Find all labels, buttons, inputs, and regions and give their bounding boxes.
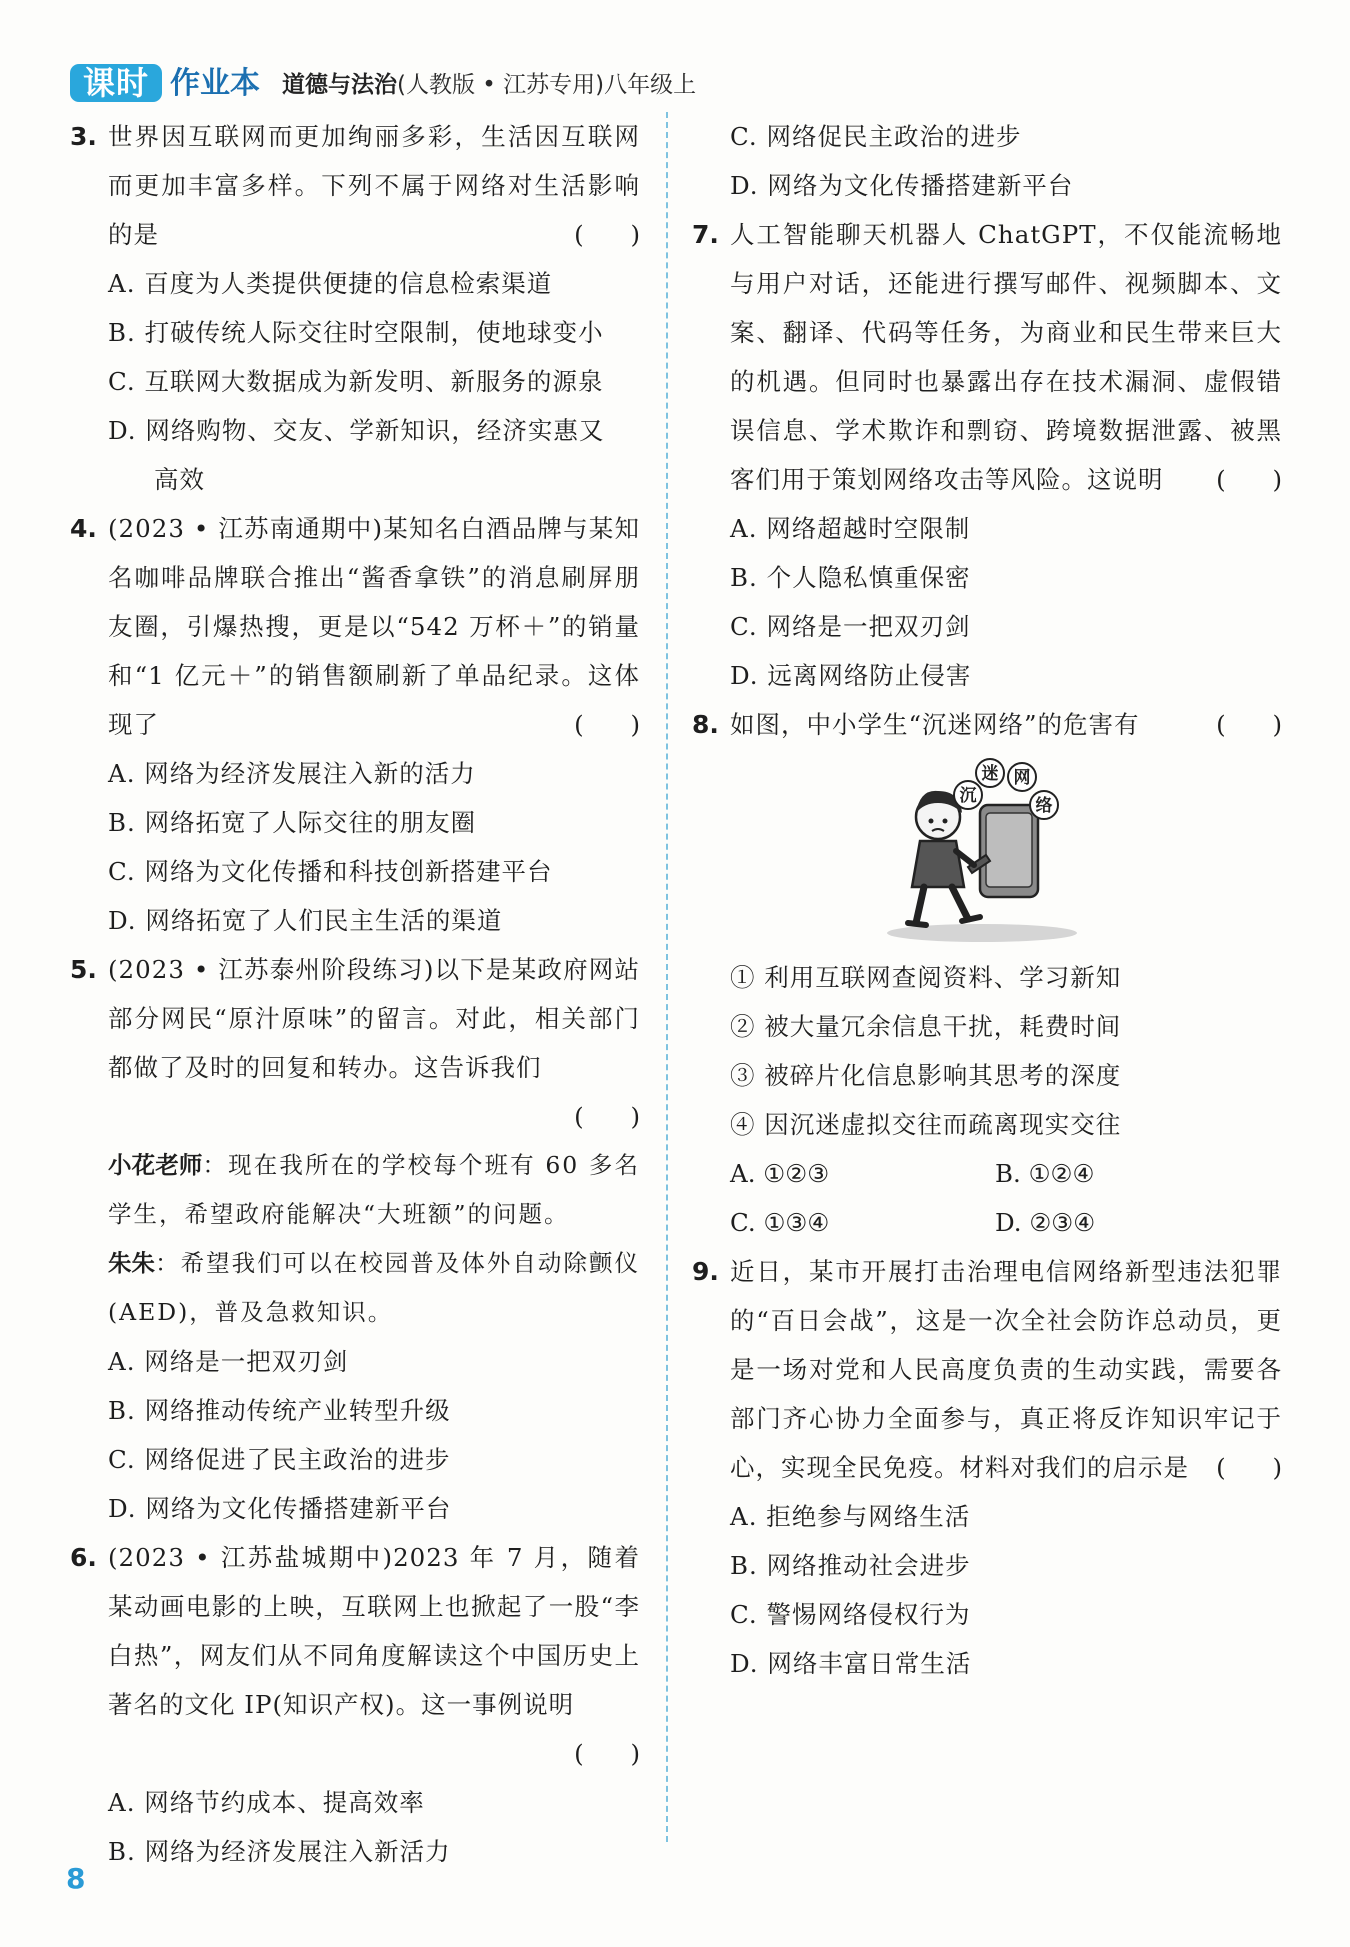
statement-4: ④ 因沉迷虚拟交往而疏离现实交往 — [730, 1110, 1122, 1139]
option-a: A. 拒绝参与网络生活 — [730, 1502, 971, 1531]
question-number: 6. — [70, 1543, 97, 1572]
question-number: 7. — [692, 220, 719, 249]
question-6-continued — [692, 112, 1282, 210]
page-header — [70, 62, 970, 108]
option-b: B. ①②④ — [995, 1159, 1095, 1188]
question-3 — [70, 112, 640, 504]
netizen-message-2: 朱朱：希望我们可以在校园普及体外自动除颤仪(AED)，普及急救知识。 — [108, 1249, 641, 1326]
option-a: A. 百度为人类提供便捷的信息检索渠道 — [108, 269, 553, 298]
option-c: C. 网络促民主政治的进步 — [730, 122, 1022, 151]
series-brand: 作业本 — [170, 66, 260, 101]
answer-blank: ( ) — [1216, 1453, 1282, 1482]
option-c: C. 互联网大数据成为新发明、新服务的源泉 — [108, 367, 604, 396]
answer-blank: ( ) — [574, 1102, 640, 1131]
question-9 — [692, 1247, 1282, 1688]
page-number: 8 — [66, 1862, 86, 1895]
question-stem: (2023 • 江苏泰州阶段练习)以下是某政府网站部分网民“原汁原味”的留言。对此，相关部门都做了及时的回复和转办。这告诉我们 — [108, 955, 640, 1082]
option-a: A. 网络为经济发展注入新的活力 — [108, 759, 476, 788]
question-number: 4. — [70, 514, 97, 543]
subject-title — [282, 67, 696, 103]
question-stem: 世界因互联网而更加绚丽多彩，生活因互联网而更加丰富多样。下列不属于网络对生活影响的是 ( ) — [108, 112, 640, 259]
question-stem: 近日，某市开展打击治理电信网络新型违法犯罪的“百日会战”，这是一次全社会防诈总动员，更是一场对党和人民高度负责的生动实践，需要各部门齐心协力全面参与，真正将反诈知识牢记于心，实现全民免疫。材料对我们的启示是 ( ) — [730, 1247, 1282, 1492]
statement-3: ③ 被碎片化信息影响其思考的深度 — [730, 1061, 1122, 1090]
option-b: B. 网络拓宽了人际交往的朋友圈 — [108, 808, 477, 837]
option-b: B. 网络推动传统产业转型升级 — [108, 1396, 451, 1425]
bubble-char: 沉 — [959, 786, 977, 806]
option-c: C. 网络为文化传播和科技创新搭建平台 — [108, 857, 553, 886]
option-d: D. 网络丰富日常生活 — [730, 1649, 972, 1678]
option-d: D. 网络为文化传播搭建新平台 — [108, 1494, 452, 1523]
internet-addiction-cartoon — [872, 755, 1092, 945]
answer-blank: ( ) — [574, 220, 640, 249]
question-number: 8. — [692, 710, 719, 739]
question-8 — [692, 700, 1282, 1247]
question-stem: 如图，中小学生“沉迷网络”的危害有 ( ) — [730, 700, 1282, 749]
answer-blank: ( ) — [574, 710, 640, 739]
answer-blank: ( ) — [1216, 710, 1282, 739]
answer-blank: ( ) — [574, 1739, 640, 1768]
option-b: B. 网络为经济发展注入新活力 — [108, 1837, 451, 1866]
option-c: C. 警惕网络侵权行为 — [730, 1600, 971, 1629]
series-logo: 课时 — [70, 64, 162, 102]
option-d: D. 网络为文化传播搭建新平台 — [730, 171, 1074, 200]
bubble-char: 络 — [1035, 796, 1053, 816]
question-number: 5. — [70, 955, 97, 984]
option-d: D. 网络拓宽了人们民主生活的渠道 — [108, 906, 503, 935]
column-divider — [666, 112, 668, 1842]
option-grid — [730, 1149, 1282, 1247]
option-c: C. ①③④ — [730, 1208, 830, 1237]
left-column — [70, 112, 640, 1876]
bubble-char: 迷 — [981, 764, 999, 784]
statement-1: ① 利用互联网查阅资料、学习新知 — [730, 963, 1122, 992]
question-stem: 人工智能聊天机器人 ChatGPT，不仅能流畅地与用户对话，还能进行撰写邮件、视频脚本、文案、翻译、代码等任务，为商业和民生带来巨大的机遇。但同时也暴露出存在技术漏洞、虚假错误信息、学术欺诈和剽窃、跨境数据泄露、被黑客们用于策划网络攻击等风险。这说明 ( ) — [730, 210, 1282, 504]
netizen-message-1: 小花老师：现在我所在的学校每个班有 60 多名学生，希望政府能解决“大班额”的问题。 — [108, 1151, 640, 1228]
statement-2: ② 被大量冗余信息干扰，耗费时间 — [730, 1012, 1122, 1041]
question-number: 9. — [692, 1257, 719, 1286]
question-5 — [70, 945, 640, 1533]
question-number: 3. — [70, 122, 97, 151]
option-a: A. 网络是一把双刃剑 — [108, 1347, 349, 1376]
option-d: D. ②③④ — [995, 1208, 1096, 1237]
answer-blank: ( ) — [1216, 465, 1282, 494]
option-c: C. 网络促进了民主政治的进步 — [108, 1445, 451, 1474]
option-d: D. 远离网络防止侵害 — [730, 661, 972, 690]
subject-edition: (人教版 • 江苏专用)八年级上 — [397, 72, 697, 98]
option-a: A. 网络节约成本、提高效率 — [108, 1788, 425, 1817]
right-column — [692, 112, 1282, 1688]
question-stem: (2023 • 江苏南通期中)某知名白酒品牌与某知名咖啡品牌联合推出“酱香拿铁”的消息刷屏朋友圈，引爆热搜，更是以“542 万杯＋”的销量和“1 亿元＋”的销售额刷新了单品纪录。这体现了 ( ) — [108, 504, 640, 749]
option-b: B. 个人隐私慎重保密 — [730, 563, 971, 592]
subject-name: 道德与法治 — [282, 72, 397, 98]
option-d: D. 网络购物、交友、学新知识，经济实惠又 高效 — [108, 416, 605, 494]
option-c: C. 网络是一把双刃剑 — [730, 612, 971, 641]
question-7 — [692, 210, 1282, 700]
option-b: B. 网络推动社会进步 — [730, 1551, 971, 1580]
option-a: A. ①②③ — [730, 1159, 830, 1188]
option-a: A. 网络超越时空限制 — [730, 514, 971, 543]
question-4 — [70, 504, 640, 945]
option-b: B. 打破传统人际交往时空限制，使地球变小 — [108, 318, 604, 347]
bubble-char: 网 — [1013, 768, 1031, 788]
question-stem: (2023 • 江苏盐城期中)2023 年 7 月，随着某动画电影的上映，互联网上也掀起了一股“李白热”，网友们从不同角度解读这个中国历史上著名的文化 IP(知识产权)。这一事例说明 — [108, 1543, 640, 1719]
question-6 — [70, 1533, 640, 1876]
